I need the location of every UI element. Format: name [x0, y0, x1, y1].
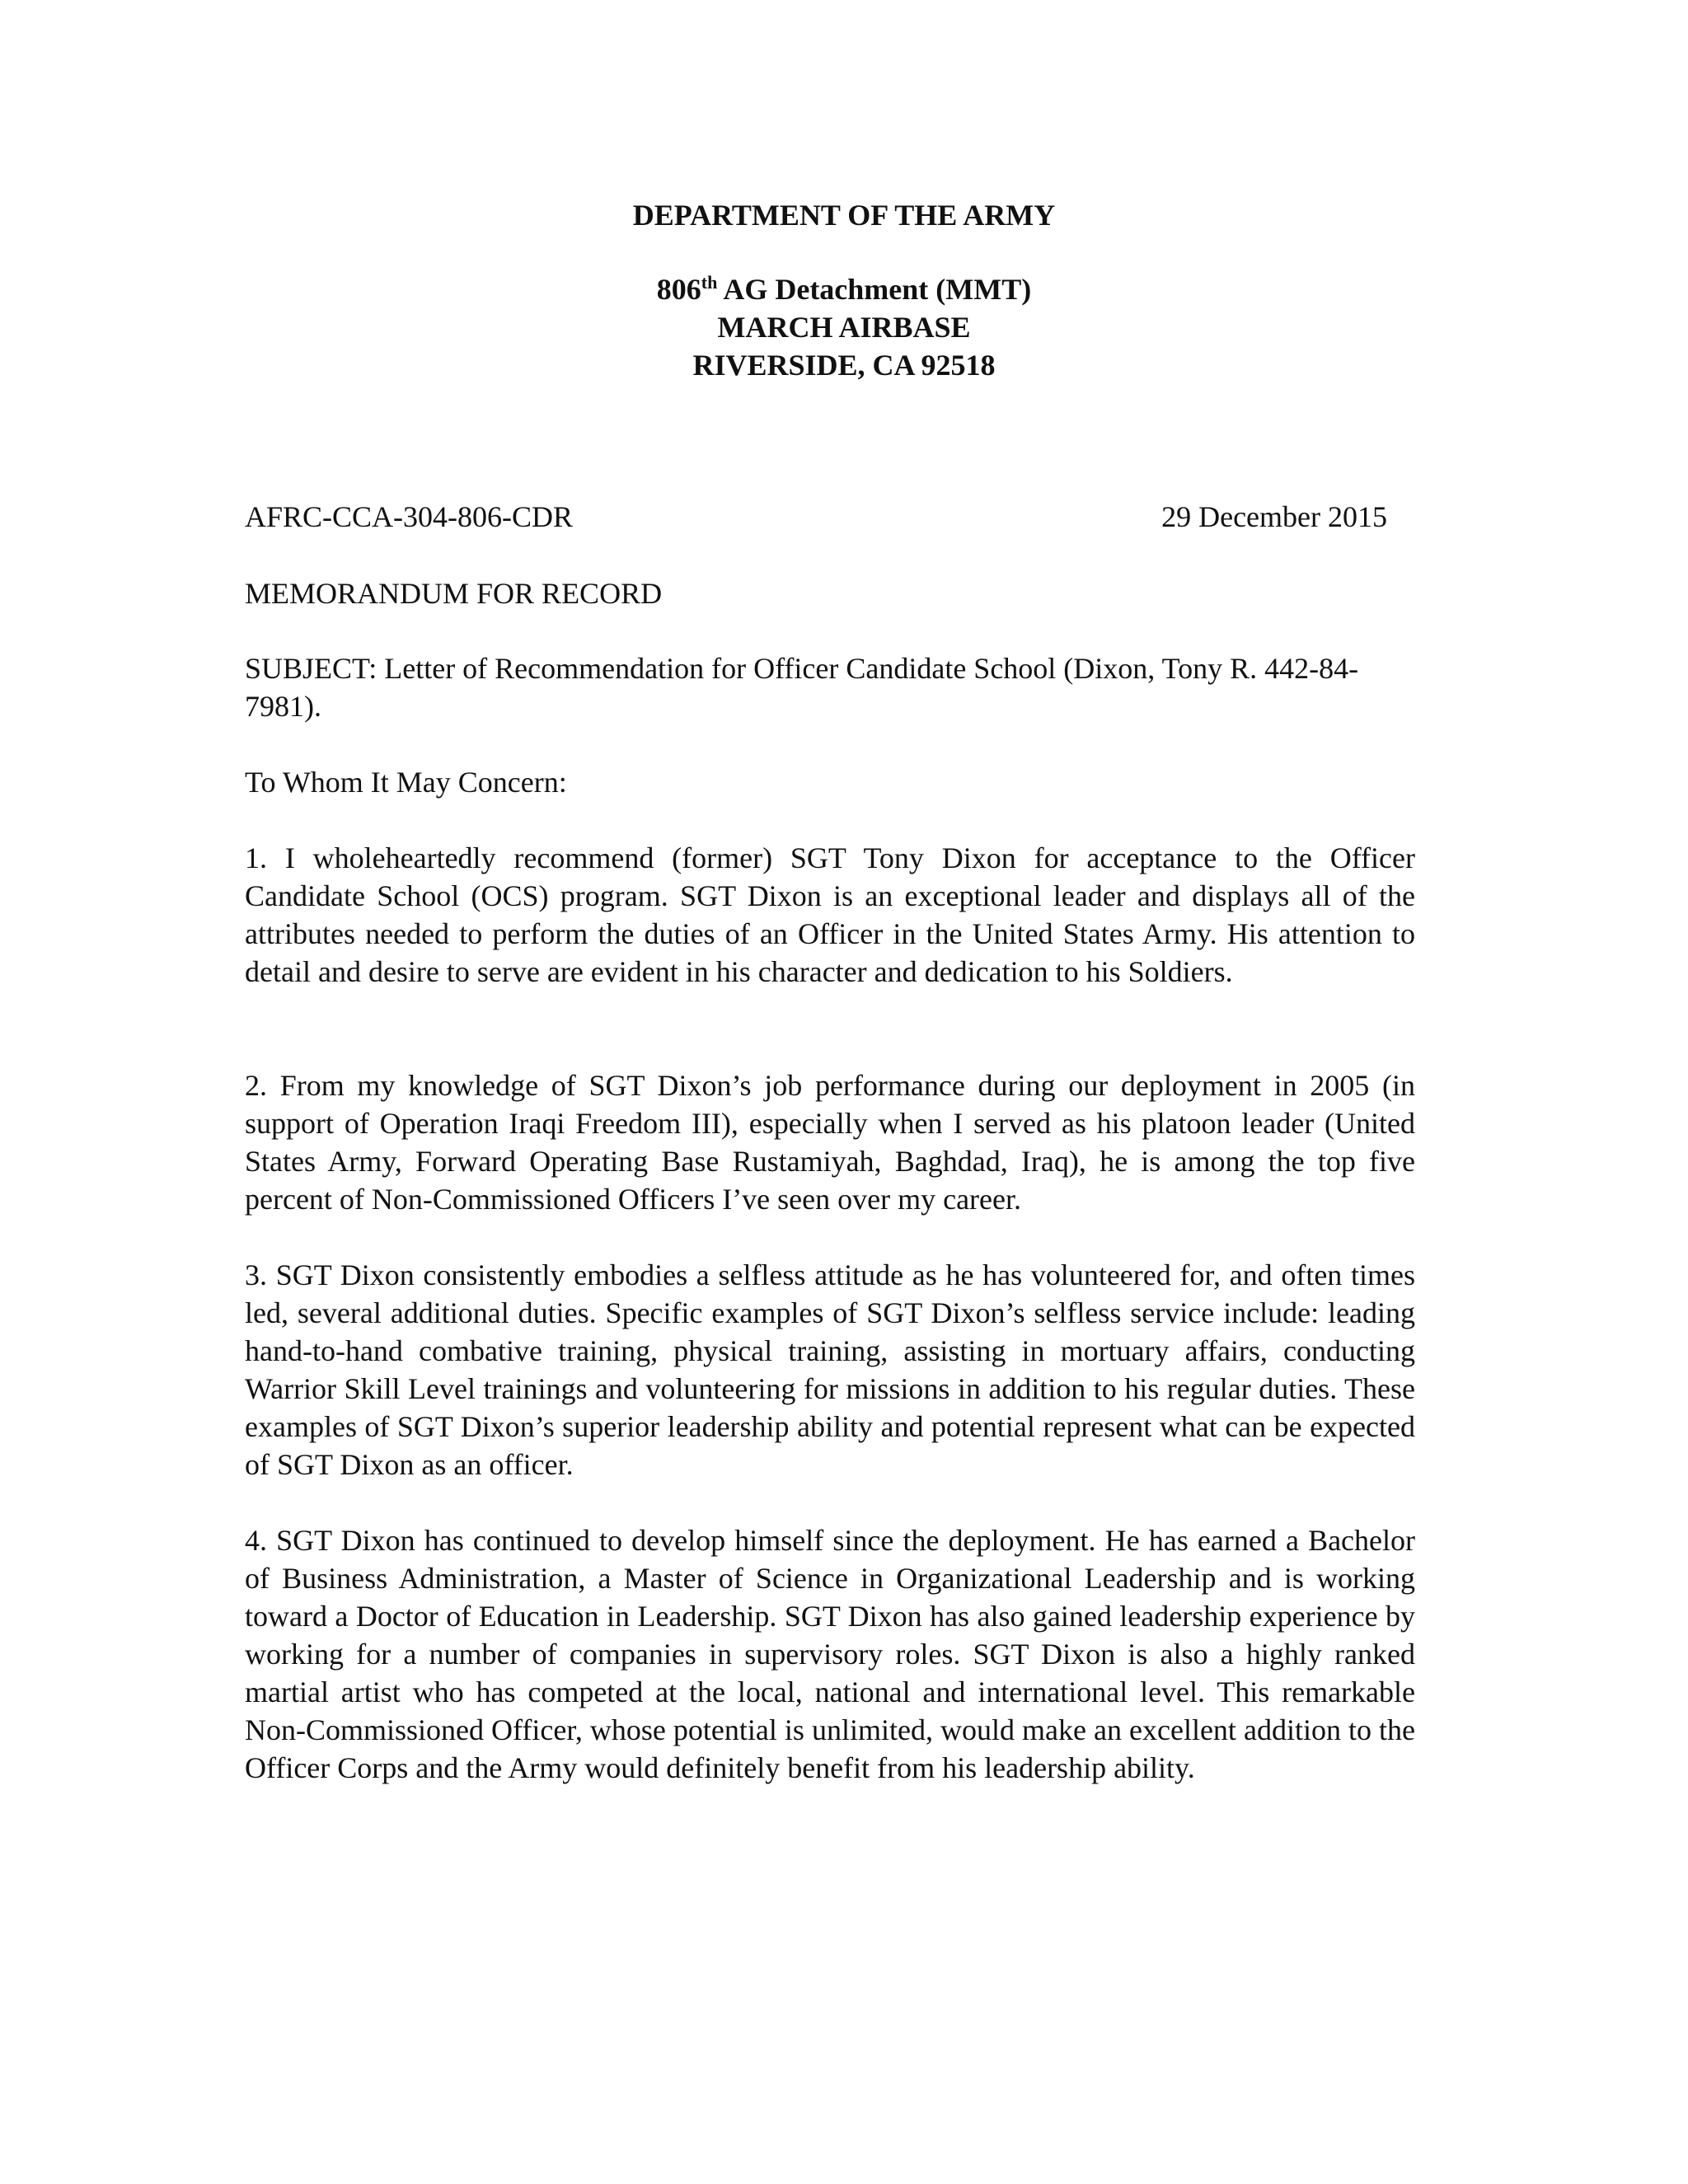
paragraph-2: 2. From my knowledge of SGT Dixon’s job performance during our deployment in 2005 (in support of Operation Iraqi Freedom III), especially when I served as his platoon leader (United States Army, Forward Operating Base Rustamiyah, Baghdad, Iraq), he is among the top five percent of Non-Commissioned Officers I’ve seen over my career. [245, 1069, 1415, 1216]
paragraph-1: 1. I wholeheartedly recommend (former) SGT Tony Dixon for acceptance to the Officer Candidate School (OCS) program. SGT Dixon is an exceptional leader and displays all of the attributes needed to perform the duties of an Officer in the United States Army. His attention to detail and desire to serve are evident in his character and dedication to his Soldiers. [245, 841, 1415, 988]
letterhead-city: RIVERSIDE, CA 92518 [692, 349, 996, 382]
paragraph-3: 3. SGT Dixon consistently embodies a selfless attitude as he has volunteered for, and often times led, several additional duties. Specific examples of SGT Dixon’s selfless service include: leading hand-to-hand combative training, physical training, assisting in mortuary affairs, conducting Warrior Skill Level trainings and volunteering for missions in addition to his regular duties. These examples of SGT Dixon’s superior leadership ability and potential represent what can be expected of SGT Dixon as an officer. [245, 1258, 1415, 1481]
memo-for-record: MEMORANDUM FOR RECORD [245, 577, 663, 610]
letterhead-unit [0, 270, 1688, 308]
paragraph-4: 4. SGT Dixon has continued to develop himself since the deployment. He has earned a Bachelor of Business Administration, a Master of Science in Organizational Leadership and is working toward a Doctor of Education in Leadership. SGT Dixon has also gained leadership experience by working for a number of companies in supervisory roles. SGT Dixon is also a highly ranked martial artist who has competed at the local, national and international level. This remarkable Non-Commissioned Officer, whose potential is unlimited, would make an excellent addition to the Officer Corps and the Army would definitely benefit from his leadership ability. [245, 1524, 1415, 1784]
unit-suffix: th [701, 272, 718, 293]
office-symbol: AFRC-CCA-304-806-CDR [245, 500, 574, 533]
salutation: To Whom It May Concern: [245, 766, 567, 799]
letterhead-base: MARCH AIRBASE [717, 311, 971, 344]
unit-number: 806 [656, 273, 701, 306]
memo-date: 29 December 2015 [1161, 500, 1387, 533]
letterhead-department: DEPARTMENT OF THE ARMY [632, 199, 1056, 232]
subject-line: SUBJECT: Letter of Recommendation for Officer Candidate School (Dixon, Tony R. 442-84-7981). [245, 652, 1359, 723]
unit-name: AG Detachment (MMT) [717, 273, 1032, 306]
